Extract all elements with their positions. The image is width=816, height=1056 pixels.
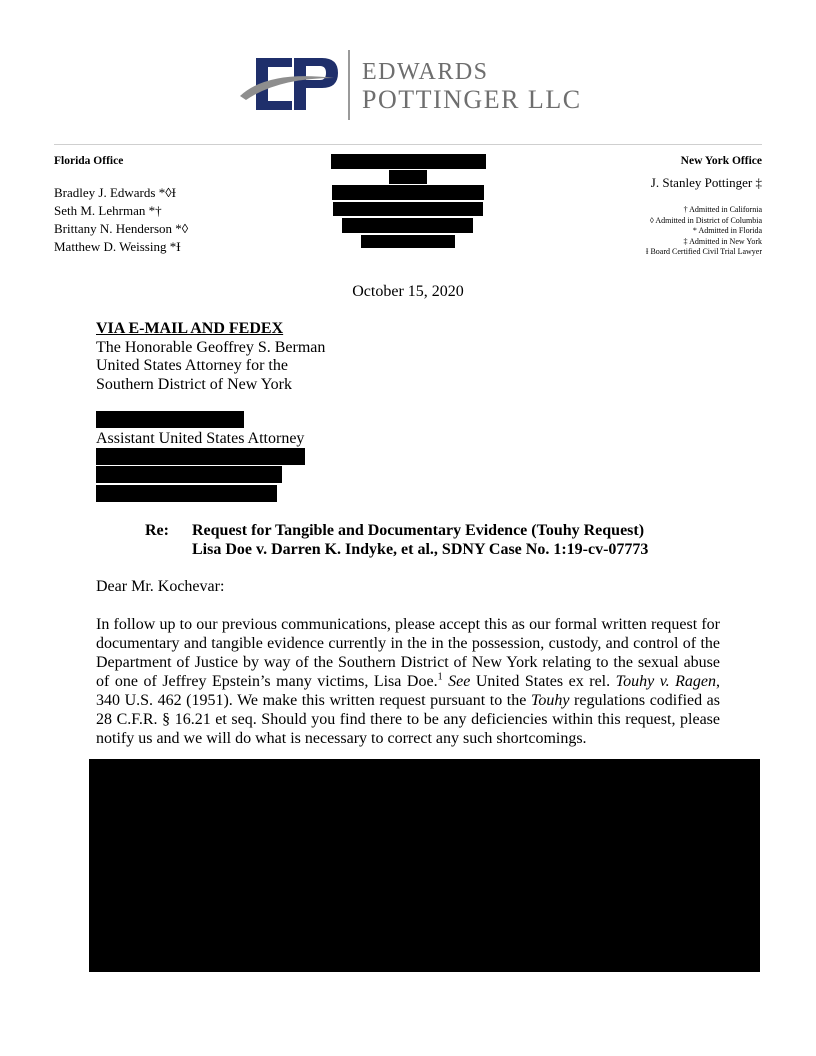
case-name: Touhy v. Ragen xyxy=(615,673,716,690)
recipient-line: The Honorable Geoffrey S. Berman xyxy=(96,338,326,356)
salutation: Dear Mr. Kochevar: xyxy=(96,578,225,595)
redacted-ausa-address xyxy=(96,448,305,465)
attorney-name: Matthew D. Weissing *Ɨ xyxy=(54,239,181,254)
new-york-office-heading: New York Office xyxy=(680,155,762,167)
body-text: United States ex rel. xyxy=(470,673,616,690)
redacted-content-block xyxy=(89,759,760,972)
attorney-name: Brittany N. Henderson *◊ xyxy=(54,221,189,236)
admission-note: ◊ Admitted in District of Columbia xyxy=(649,215,762,225)
footnote-reference: 1 xyxy=(437,671,443,683)
redacted-address-line xyxy=(342,218,473,233)
body-text: , 340 U.S. 462 (1951). We make this written request pursuant to the xyxy=(96,673,720,709)
body-paragraph xyxy=(96,615,720,748)
firm-name-line1: EDWARDS xyxy=(362,59,489,85)
logo-divider xyxy=(348,50,350,120)
body-text: In follow up to our previous communications, please accept this as our formal written request for documentary and tangible evidence currently in the in the possession, custody, and control of the Department of Justice by way of the Southern District of New York relating to the sexual abuse of one of Jeffrey Epstein’s many victims, Lisa Doe. xyxy=(96,616,720,690)
redacted-address-line xyxy=(389,170,427,184)
attorney-name: Seth M. Lehrman *† xyxy=(54,203,162,218)
letter-date: October 15, 2020 xyxy=(352,283,464,300)
recipient-address xyxy=(96,320,325,394)
ausa-title: Assistant United States Attorney xyxy=(96,430,305,447)
ep-logo-icon xyxy=(238,52,342,114)
firm-name-line2: POTTINGER LLC xyxy=(362,85,582,114)
redacted-ausa-address xyxy=(96,466,282,483)
re-label: Re: xyxy=(145,522,169,539)
attorney-name: J. Stanley Pottinger ‡ xyxy=(650,175,762,190)
body-signal: See xyxy=(448,673,471,690)
touhy-italic: Touhy xyxy=(530,692,570,709)
redacted-address-line xyxy=(331,154,486,169)
firm-name xyxy=(362,58,582,114)
body-text: regulations codified as 28 C.F.R. § 16.21 et seq. Should you find there to be any deficiencies within this request, please notify us and we will do what is necessary to correct any such shortcomings. xyxy=(96,692,721,747)
header-divider xyxy=(54,144,762,145)
redacted-address-line xyxy=(333,202,483,216)
delivery-method: VIA E-MAIL AND FEDEX xyxy=(96,320,284,337)
admission-note: † Admitted in California xyxy=(683,205,762,214)
subject-text: Request for Tangible and Documentary Evidence (Touhy Request) xyxy=(192,522,645,539)
florida-attorney-list xyxy=(54,184,188,256)
admission-note: Ɨ Board Certified Civil Trial Lawyer xyxy=(645,247,762,256)
subject-text: Lisa Doe v. Darren K. Indyke, et al., SDNY Case No. 1:19-cv-07773 xyxy=(192,540,649,558)
redacted-address-line xyxy=(361,235,455,248)
attorney-name: Bradley J. Edwards *◊Ɨ xyxy=(54,185,176,200)
recipient-line: Southern District of New York xyxy=(96,375,292,393)
admission-note: ‡ Admitted in New York xyxy=(683,236,762,246)
redacted-ausa-address xyxy=(96,485,277,502)
admissions-legend xyxy=(646,205,762,258)
admission-note: * Admitted in Florida xyxy=(692,226,762,235)
florida-office-heading: Florida Office xyxy=(54,155,124,167)
redacted-ausa-name xyxy=(96,411,244,428)
recipient-line: United States Attorney for the xyxy=(96,357,288,374)
subject-line xyxy=(192,522,648,559)
redacted-address-line xyxy=(332,185,484,200)
